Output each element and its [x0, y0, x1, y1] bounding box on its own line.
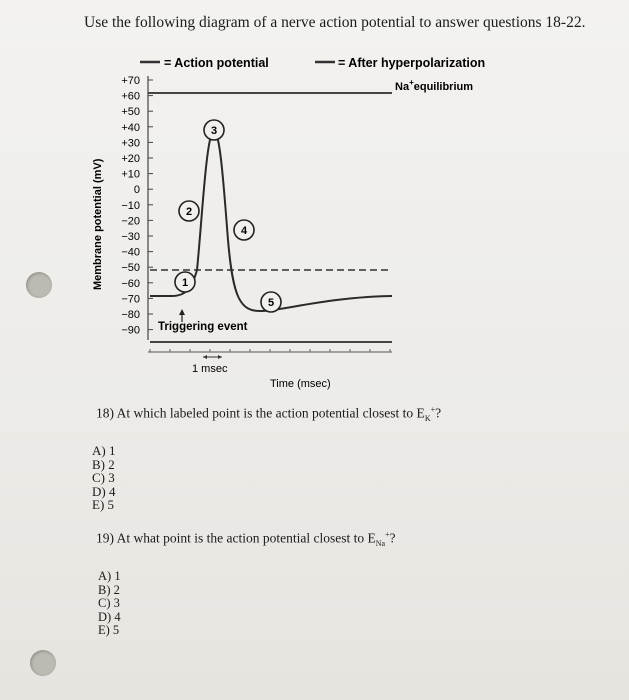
y-tick-label: −30 [121, 231, 140, 243]
y-tick-label: +30 [121, 137, 140, 150]
svg-text:5: 5 [267, 297, 275, 309]
option-c: C) 3 [98, 596, 120, 610]
time-scale-arrow-right [218, 355, 222, 359]
y-tick-label: −40 [121, 246, 140, 259]
y-tick-label: −20 [121, 215, 140, 228]
triggering-event-label: Triggering event [158, 321, 248, 333]
time-scale-label: 1 msec [192, 363, 228, 375]
question-18-options [92, 444, 115, 512]
option-b: B) 2 [98, 582, 120, 597]
x-axis-label: Time (msec) [270, 378, 331, 390]
svg-text:2: 2 [185, 206, 193, 218]
y-tick-label: +10 [121, 168, 140, 181]
y-tick-label: −70 [121, 293, 140, 306]
question-19: 19) At what point is the action potential closest to $E_{Na}^+$? [96, 530, 396, 549]
option-a: A) 1 [98, 569, 121, 583]
question-18: 18) At which labeled point is the action potential closest to $E_K^+$? [96, 405, 442, 424]
y-tick-label: −60 [121, 277, 140, 290]
na-equilibrium-label: Na+equilibrium [395, 78, 474, 93]
y-tick-label: +20 [121, 153, 140, 165]
point-2-marker [179, 201, 199, 221]
question-19-options [98, 570, 121, 638]
y-tick-label: −50 [121, 262, 140, 275]
y-tick-label: +40 [121, 121, 140, 134]
instructions-heading: Use the following diagram of a nerve action potential to answer questions 18-22. [84, 14, 586, 31]
option-d: D) 4 [98, 609, 121, 624]
y-tick-label: +70 [121, 75, 140, 87]
option-b: B) 2 [92, 456, 115, 472]
option-e: E) 5 [98, 623, 120, 637]
svg-text:1: 1 [181, 277, 189, 289]
legend-action-label: = Action potential [164, 56, 269, 70]
legend-after-label: = After hyperpolarization [338, 56, 486, 70]
y-tick-label: −80 [121, 309, 140, 321]
y-tick-label: 0 [133, 184, 140, 197]
option-c: C) 3 [92, 470, 115, 485]
option-e: E) 5 [92, 497, 115, 512]
option-d: D) 4 [92, 483, 116, 499]
option-a: A) 1 [92, 443, 116, 458]
y-tick-label: −10 [121, 199, 140, 212]
svg-text:4: 4 [240, 225, 248, 237]
point-3-marker [204, 120, 224, 140]
point-5-marker [261, 292, 281, 312]
y-tick-label: −90 [121, 324, 140, 337]
trigger-arrow-head [179, 309, 185, 315]
y-tick-label: +50 [121, 106, 140, 119]
svg-text:3: 3 [210, 125, 218, 137]
time-scale-arrow-left [203, 355, 207, 359]
y-axis-label: Membrane potential (mV) [92, 158, 104, 290]
y-tick-label: +60 [121, 90, 140, 103]
point-1-marker [175, 272, 195, 292]
point-4-marker [234, 220, 254, 240]
